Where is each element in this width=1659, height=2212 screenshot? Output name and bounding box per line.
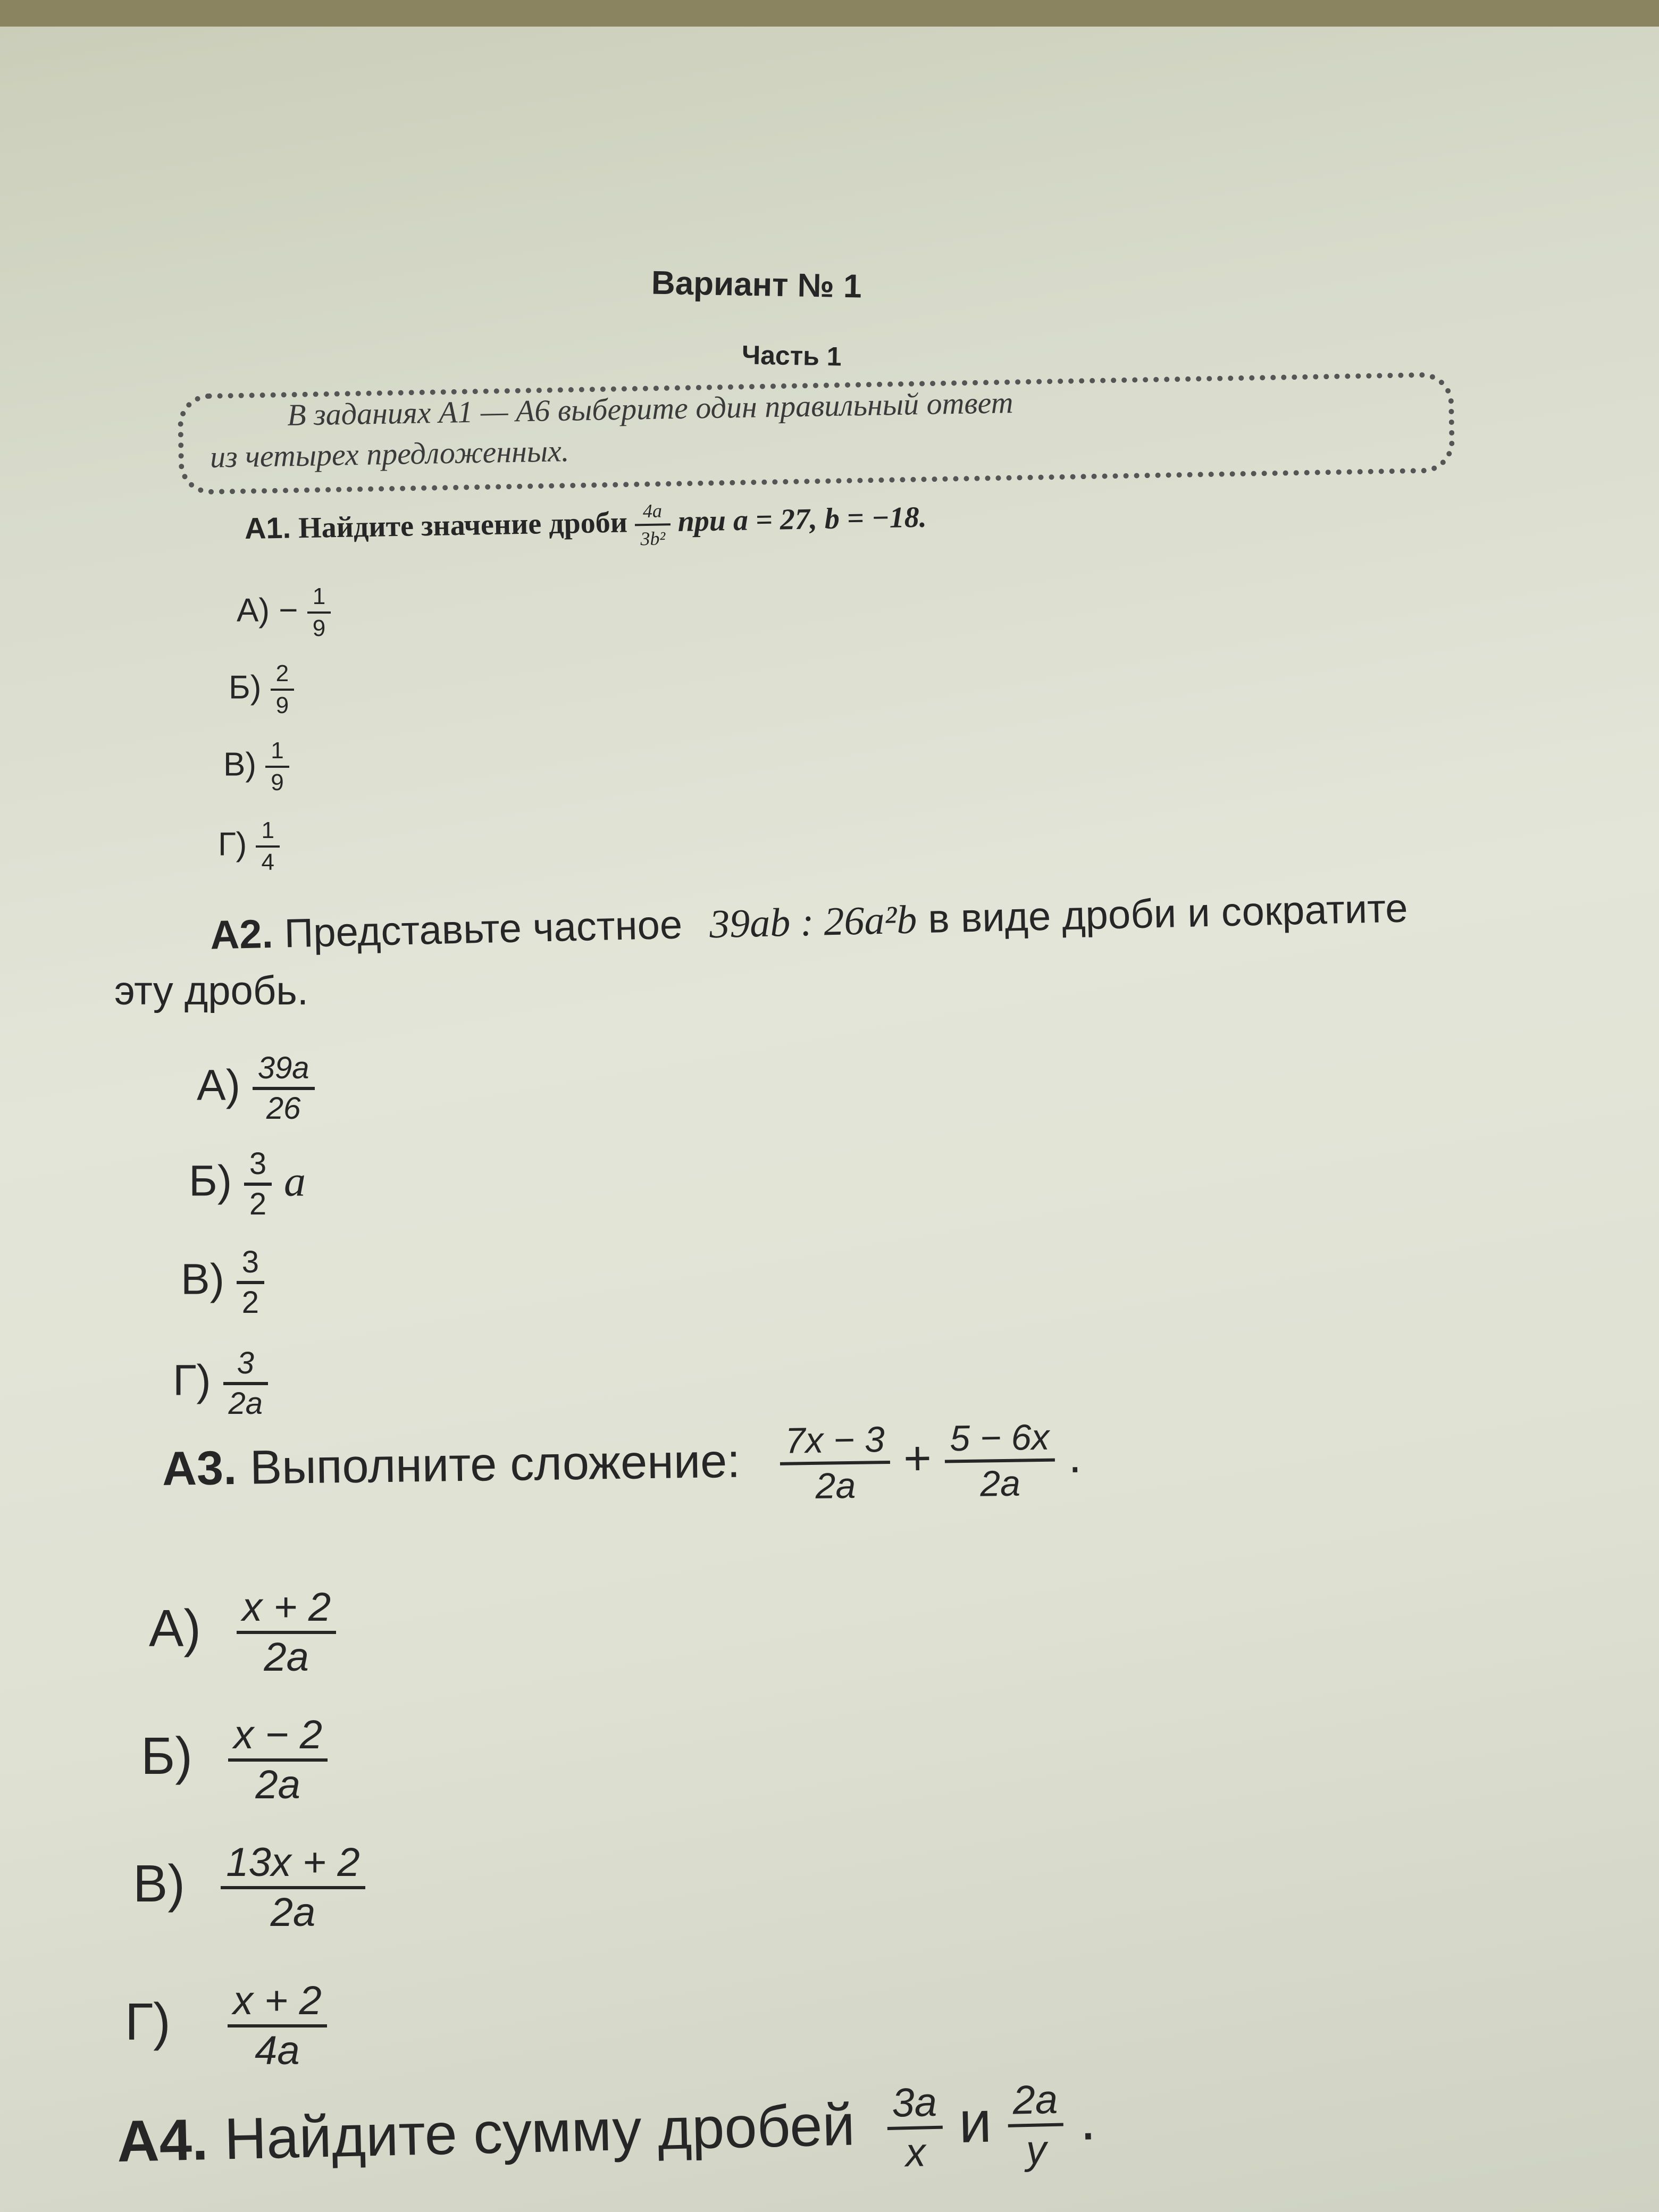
question-a4-fraction-2: $\frac{2a}{y}$: [1007, 2080, 1065, 2171]
question-a3-label: А3.: [162, 1441, 237, 1496]
question-a4-fraction-1: $\frac{3a}{x}$: [886, 2082, 944, 2174]
question-a2-expression: 39ab : 26a²b: [709, 897, 918, 947]
question-a2: [210, 885, 1408, 959]
question-a3-text: Выполните сложение:: [249, 1434, 741, 1495]
option-a3-a[interactable]: А) $\frac{x + 2}{2a}$: [149, 1587, 336, 1678]
instruction-line-2: из четырех предложенных.: [210, 433, 569, 474]
question-a3-plus: +: [903, 1431, 932, 1486]
question-a1: [244, 497, 927, 555]
option-a1-g[interactable]: Г) $\frac{1}{4}$: [218, 819, 280, 874]
question-a2-label: А2.: [210, 911, 274, 958]
question-a1-label: А1.: [244, 510, 291, 546]
question-a4-label: А4.: [116, 2107, 209, 2174]
option-a2-b[interactable]: Б) $\frac{3}{2}$ a: [189, 1146, 306, 1221]
variant-title: Вариант № 1: [651, 264, 862, 305]
option-a2-v[interactable]: В) $\frac{3}{2}$: [181, 1247, 264, 1318]
option-a2-a[interactable]: А) $\frac{39a}{26}$: [197, 1053, 315, 1124]
question-a1-text: Найдите значение дроби: [298, 506, 628, 545]
question-a2-text: Представьте частное: [283, 902, 683, 957]
question-a4: А4. Найдите сумму дробей $\frac{3a}{x}$ и $\frac{2a}{y}$ .: [116, 2076, 1097, 2176]
option-a1-a[interactable]: А) − $\frac{1}{9}$: [237, 585, 331, 640]
option-a1-v[interactable]: В) $\frac{1}{9}$: [223, 739, 289, 794]
part-title: Часть 1: [741, 340, 842, 372]
question-a3: А3. Выполните сложение: $\frac{7x - 3}{2a}$ + $\frac{5 - 6x}{2a}$ .: [162, 1417, 1082, 1506]
option-a3-g[interactable]: Г) $\frac{x + 2}{4a}$: [125, 1981, 327, 2071]
question-a3-fraction-1: $\frac{7x - 3}{2a}$: [780, 1421, 891, 1505]
question-a2-line2: эту дробь.: [114, 968, 309, 1013]
instruction-line-1: В заданиях А1 — А6 выберите один правильный ответ: [287, 385, 1013, 432]
question-a3-fraction-2: $\frac{5 - 6x}{2a}$: [944, 1419, 1055, 1503]
question-a1-fraction: $\frac{4a}{\text{3b²}}$: [634, 501, 671, 548]
option-a3-v[interactable]: В) $\frac{13x + 2}{2a}$: [133, 1842, 365, 1933]
option-a1-b[interactable]: Б) $\frac{2}{9}$: [229, 662, 294, 717]
question-a2-text-after: в виде дроби и сократите: [927, 885, 1409, 942]
option-a2-g[interactable]: Г) $\frac{3}{2a}$: [173, 1348, 268, 1419]
option-a3-b[interactable]: Б) $\frac{x - 2}{2a}$: [141, 1715, 328, 1805]
question-a4-conj: и: [958, 2089, 993, 2156]
question-a4-text: Найдите сумму дробей: [223, 2092, 856, 2172]
desk-edge: [0, 0, 1659, 27]
question-a1-condition: при a = 27, b = −18.: [677, 500, 927, 538]
